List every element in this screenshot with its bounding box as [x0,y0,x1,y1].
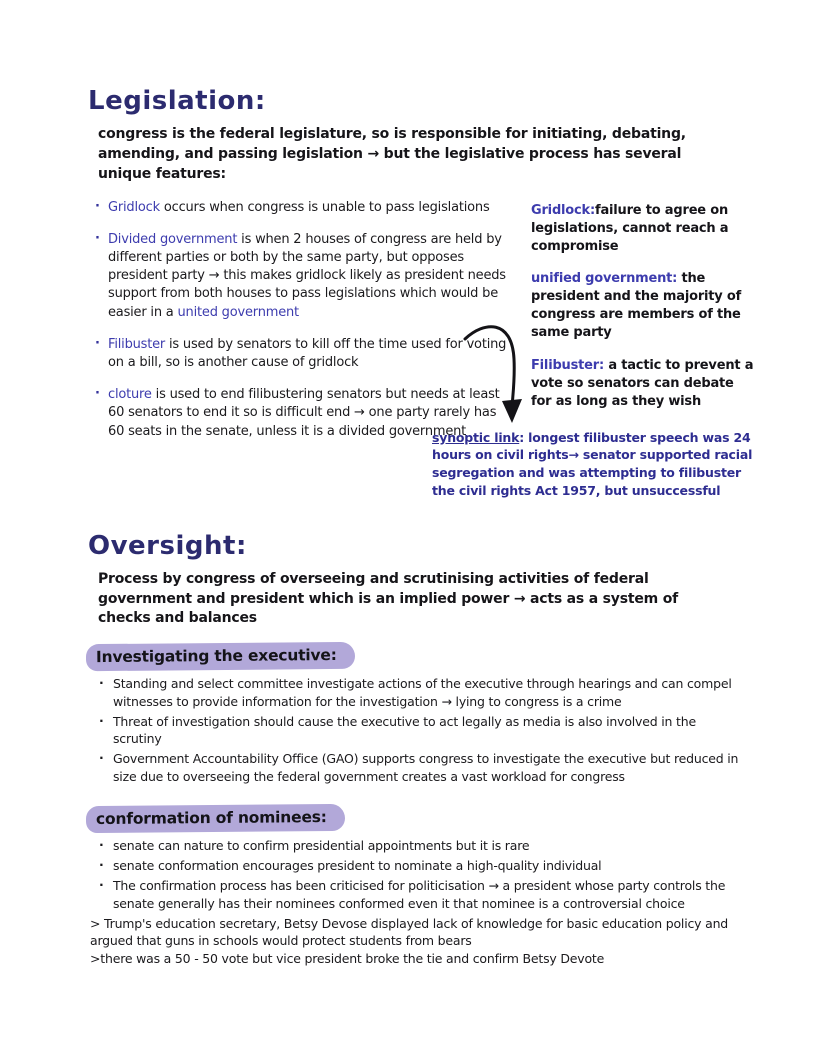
section-gap [88,788,742,805]
synoptic-link-label: synoptic link [432,429,520,445]
synoptic-link-note [432,429,758,500]
oversight-title: Oversight: [88,530,247,561]
bullet-text: occurs when congress is unable to pass legislations [159,199,490,215]
definition-term: Gridlock: [531,202,595,218]
bullet-text: is when 2 houses of congress are held by different parties or both by the same party, but opposes president party → this makes gridlock likely as president needs support from both houses to pass legislations which would be easier in a [108,231,506,320]
definition-term: unified government: [531,271,678,287]
legislation-bullet-list [94,199,512,441]
legislation-columns [94,199,754,521]
legislation-intro: congress is the federal legislature, so is responsible for initiating, debating, amending, and passing legislation → but the legislative process has several unique features: [98,126,686,182]
keyword: Divided government [108,231,238,247]
keyword: Filibuster [108,336,166,352]
note-line: >there was a 50 - 50 vote but vice president broke the tie and confirm Betsy Devote [90,950,605,966]
legislation-title: Legislation: [88,86,266,116]
bullet-item: · Government Accountability Office (GAO) supports congress to investigate the executive but reduced in size due to overseeing the federal government creates a vast workload for congress [98,750,745,785]
bullet-text: is used by senators to kill off the time used for voting on a bill, so is another cause of gridlock [108,336,507,370]
curved-arrow-icon [462,317,546,427]
definition-term: Filibuster: [531,358,604,374]
bullet-item: · senate conformation encourages president to nominate a high-quality individual [98,857,745,874]
conformation-nominees-heading: conformation of nominees: [86,804,345,833]
keyword: cloture [108,387,152,403]
section-investigating-executive [90,643,742,785]
bullet-item: · senate can nature to confirm presidential appointments but it is rare [98,837,745,854]
definition-item: Filibuster: a tactic to prevent a vote so senators can debate for as long as they wish [531,358,754,410]
investigating-executive-heading: Investigating the executive: [86,642,355,671]
conformation-notes [90,915,750,968]
synoptic-link-text: : longest filibuster speech was 24 hours on civil rights→ senator supported racial segregation and was attempting to filibuster the civil rights Act 1957, but unsuccessful [432,429,753,498]
note-line: > Trump's education secretary, Betsy Devose displayed lack of knowledge for basic education policy and argued that guns in schools would protect students from bears [90,915,729,949]
definition-item: Gridlock:failure to agree on legislations, cannot reach a compromise [531,202,729,254]
bullet-item [94,336,512,372]
bullet-text: is used to end filibustering senators but needs at least 60 senators to end it so is difficult end → one party rarely has 60 seats in the senate, unless it is a divided government [108,387,500,439]
definition-item: unified government: the president and the majority of congress are members of the same party [531,271,742,341]
investigating-bullet-list [90,675,745,785]
keyword: Gridlock [108,199,160,215]
bullet-item [94,231,512,322]
bullet-item: · The confirmation process has been criticised for politicisation → a president whose party controls the senate generally has their nominees conformed even it that nominee is a controversial choice [98,877,745,912]
definitions-column [531,202,755,426]
bullet-item: · Threat of investigation should cause the executive to act legally as media is also involved in the scrutiny [98,713,745,748]
keyword: united government [177,304,299,320]
bullet-item [94,199,512,217]
conformation-bullet-list [90,837,745,912]
section-conformation-nominees [90,805,742,968]
oversight-intro: Process by congress of overseeing and scrutinising activities of federal government and president which is an implied power → acts as a system of checks and balances [98,570,679,627]
bullet-item: · Standing and select committee investigate actions of the executive through hearings and can compel witnesses to provide information for the investigation → lying to congress is a crime [98,675,745,710]
